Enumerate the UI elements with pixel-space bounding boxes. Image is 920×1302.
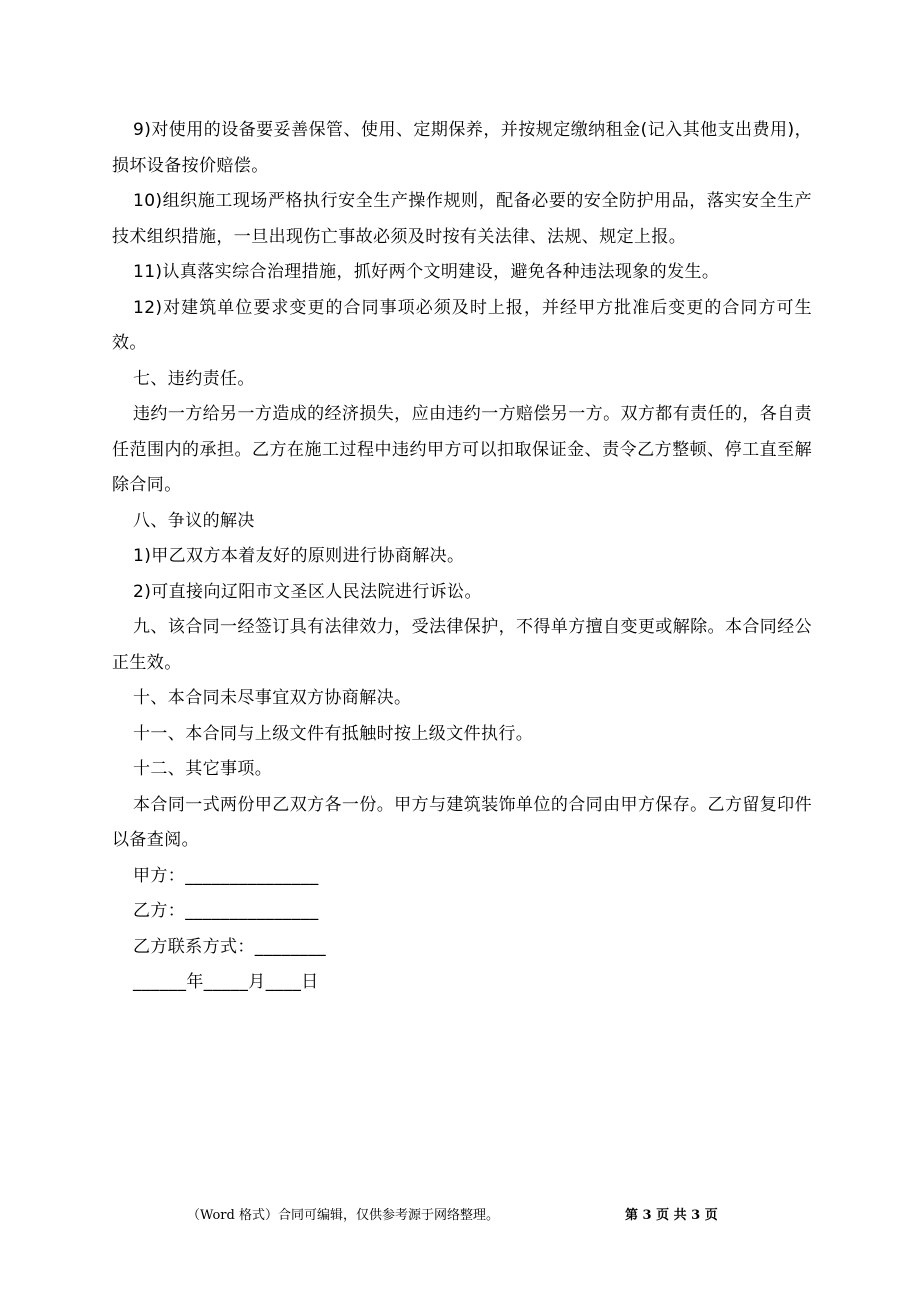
page-number: 第 3 页 共 3 页 xyxy=(625,1208,718,1223)
party-b-signature-line: 乙方：_______________ xyxy=(133,901,319,921)
section-7-text: 违约一方给另一方造成的经济损失，应由违约一方赔偿另一方。双方都有责任的，各自责任范围内的承担。乙方在施工过程中违约甲方可以扣取保证金、责令乙方整顿、停工直至解除合同。 xyxy=(112,404,812,495)
section-12-text: 本合同一式两份甲乙双方各一份。甲方与建筑装饰单位的合同由甲方保存。乙方留复印件以备查阅。 xyxy=(112,794,812,850)
section-9-text: 九、该合同一经签订具有法律效力，受法律保护，不得单方擅自变更或解除。本合同经公正生效。 xyxy=(112,617,812,673)
section-8-item-1: 1)甲乙双方本着友好的原则进行协商解决。 xyxy=(133,546,465,566)
clause-12: 12)对建筑单位要求变更的合同事项必须及时上报，并经甲方批准后变更的合同方可生效。 xyxy=(112,297,812,353)
contract-body xyxy=(112,113,812,1001)
section-8-heading: 八、争议的解决 xyxy=(133,510,255,531)
section-12-heading: 十二、其它事项。 xyxy=(133,759,273,779)
section-11-text: 十一、本合同与上级文件有抵触时按上级文件执行。 xyxy=(133,723,534,744)
clause-9: 9)对使用的设备要妥善保管、使用、定期保养，并按规定缴纳租金(记入其他支出费用)，损坏设备按价赔偿。 xyxy=(112,120,812,176)
footer-note: （Word 格式）合同可编辑，仅供参考源于网络整理。 xyxy=(187,1208,499,1223)
date-line: ______年_____月____日 xyxy=(133,972,319,992)
section-7-heading: 七、违约责任。 xyxy=(133,368,255,389)
page-footer xyxy=(0,1204,920,1228)
clause-11: 11)认真落实综合治理措施，抓好两个文明建设，避免各种违法现象的发生。 xyxy=(133,262,720,282)
party-a-signature-line: 甲方：_______________ xyxy=(133,865,319,886)
section-10-text: 十、本合同未尽事宜双方协商解决。 xyxy=(133,688,412,708)
section-8-item-2: 2)可直接向辽阳市文圣区人民法院进行诉讼。 xyxy=(133,581,482,602)
clause-10: 10)组织施工现场严格执行安全生产操作规则，配备必要的安全防护用品，落实安全生产技术组织措施，一旦出现伤亡事故必须及时按有关法律、法规、规定上报。 xyxy=(112,191,812,247)
party-b-contact-line: 乙方联系方式：________ xyxy=(133,936,326,957)
